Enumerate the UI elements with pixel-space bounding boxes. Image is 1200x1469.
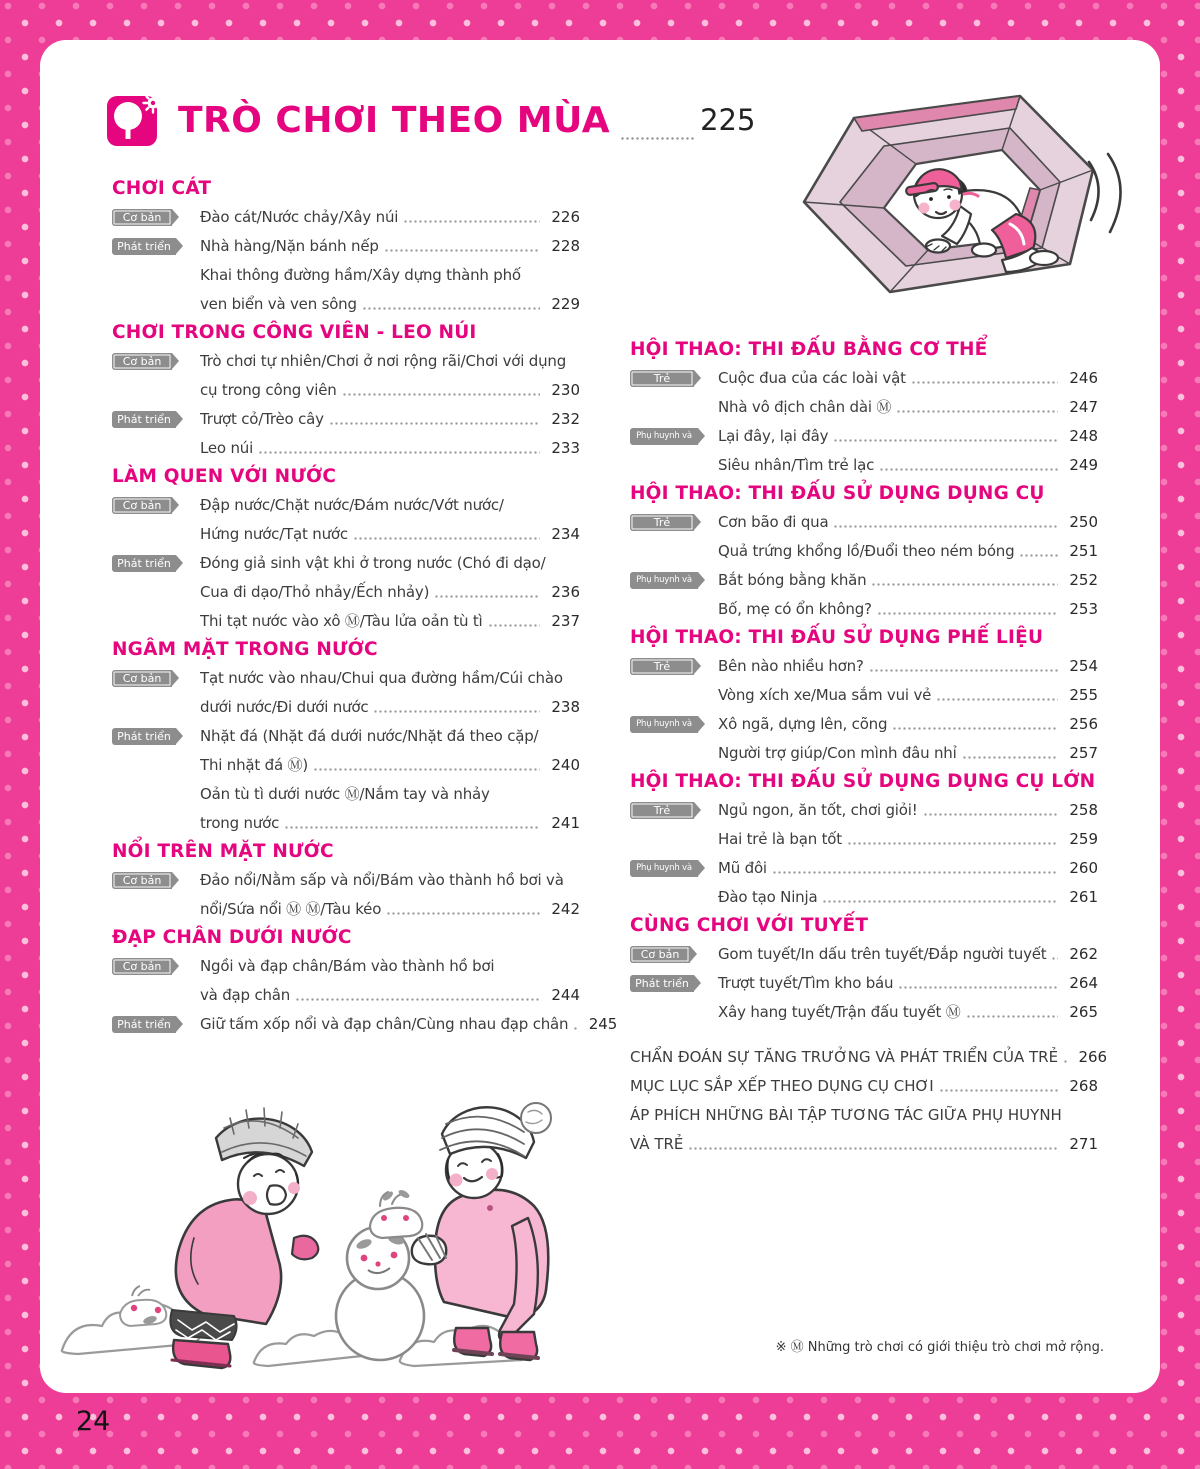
page-number: 24: [76, 1406, 111, 1437]
badge-tre: Trẻ: [630, 658, 694, 675]
toc-line: [112, 548, 580, 577]
badge-cell: [112, 209, 200, 231]
entry-title: Ngồi và đạp chân/Bám vào thành hồ bơi: [200, 957, 495, 975]
snow-rabbit: [370, 1188, 422, 1238]
entry-title: Tạt nước vào nhau/Chui qua đường hầm/Cúi chào: [200, 669, 563, 687]
entry-title: Lại đây, lại đây: [718, 427, 829, 445]
toc-line: [112, 404, 580, 433]
toc-line: [630, 738, 1098, 767]
entry-title: Xây hang tuyết/Trận đấu tuyết Ⓜ: [718, 1003, 961, 1021]
entry-title: Ngủ ngon, ăn tốt, chơi giỏi!: [718, 801, 918, 819]
toc-line: [112, 980, 580, 1009]
toc-line: [112, 260, 580, 289]
toc-line: [630, 1071, 1098, 1100]
entry-title: Đào tạo Ninja: [718, 888, 818, 906]
entry-title: Vòng xích xe/Mua sắm vui vẻ: [718, 686, 932, 704]
entry-title: Oản tù tì dưới nước Ⓜ/Nắm tay và nhảy: [200, 785, 490, 803]
badge-cell: [112, 353, 200, 375]
toc-line: [112, 346, 580, 375]
entry-page-number: 261: [1069, 888, 1098, 906]
entry-page-number: 251: [1069, 542, 1098, 560]
dotted-leader: [898, 986, 1058, 989]
section-heading: LÀM QUEN VỚI NƯỚC: [112, 466, 337, 487]
entry-page-number: 226: [551, 208, 580, 226]
entry-title: Khai thông đường hầm/Xây dựng thành phố: [200, 266, 521, 284]
section-heading: HỘI THAO: THI ĐẤU BẰNG CƠ THỂ: [630, 339, 988, 360]
entry-title: Đập nước/Chặt nước/Đám nước/Vớt nước/: [200, 496, 504, 514]
badge-tre: Trẻ: [630, 802, 694, 819]
entry-title: Cơn bão đi qua: [718, 513, 829, 531]
dotted-leader: [258, 451, 540, 454]
entry-page-number: 241: [551, 814, 580, 832]
entry-page-number: 256: [1069, 715, 1098, 733]
entry-title: Xô ngã, dựng lên, cõng: [718, 715, 888, 733]
entry-page-number: 230: [551, 381, 580, 399]
entry-page-number: 255: [1069, 686, 1098, 704]
badge-tre: Trẻ: [630, 370, 694, 387]
dotted-leader: [939, 1089, 1058, 1092]
dotted-leader: [386, 912, 540, 915]
entry-title: Leo núi: [200, 439, 254, 457]
toc-line: [630, 421, 1098, 458]
entry-title: Trượt cỏ/Trèo cây: [200, 410, 324, 428]
dotted-leader: [772, 871, 1058, 874]
toc-line: [630, 795, 1098, 824]
toc-line: [112, 1009, 618, 1038]
entry-page-number: 259: [1069, 830, 1098, 848]
toc-right-column: [630, 335, 1098, 1026]
entry-page-number: 250: [1069, 513, 1098, 531]
dotted-leader: [962, 756, 1058, 759]
toc-line: [630, 1042, 1108, 1071]
toc-line: [630, 853, 1098, 890]
toc-line: [112, 663, 580, 692]
chapter-page-number: 225: [700, 103, 756, 137]
dotted-leader: [879, 468, 1058, 471]
badge-phu-huynh: Phụ huynh và trẻ: [630, 572, 698, 589]
badge-cell: [630, 716, 718, 746]
entry-page-number: 236: [551, 583, 580, 601]
entry-title: Nhà vô địch chân dài Ⓜ: [718, 398, 892, 416]
badge-cell: [630, 946, 718, 968]
content-panel: [40, 40, 1160, 1393]
badge-co-ban: Cơ bản: [112, 353, 172, 370]
toc-line: [630, 392, 1098, 421]
illustration-snow-play: [58, 1078, 564, 1374]
badge-cell: [630, 514, 718, 536]
toc-line: [630, 651, 1098, 680]
dotted-leader: [620, 137, 694, 140]
dotted-leader: [833, 525, 1058, 528]
entry-title: Thi tạt nước vào xô Ⓜ/Tàu lửa oản tù tì: [200, 612, 483, 630]
badge-co-ban: Cơ bản: [112, 497, 172, 514]
dotted-leader: [892, 727, 1058, 730]
entry-title: Mũ đôi: [718, 859, 767, 877]
small-snow-critter: [120, 1286, 166, 1326]
badge-cell: [630, 860, 718, 890]
toc-line: [112, 692, 580, 721]
entry-page-number: 258: [1069, 801, 1098, 819]
tree-with-sun-icon: [106, 93, 162, 149]
dotted-leader: [911, 381, 1058, 384]
entry-title: Người trợ giúp/Con mình đâu nhỉ: [718, 744, 957, 762]
entry-page-number: 246: [1069, 369, 1098, 387]
toc-line: [630, 680, 1098, 709]
badge-phat-trien: Phát triển: [112, 411, 176, 428]
dotted-leader: [342, 393, 540, 396]
badge-phat-trien: Phát triển: [112, 238, 176, 255]
entry-title: Hứng nước/Tạt nước: [200, 525, 348, 543]
badge-cell: [112, 728, 200, 750]
toc-line: [112, 865, 580, 894]
toc-line: [112, 750, 580, 779]
entry-title: dưới nước/Đi dưới nước: [200, 698, 369, 716]
toc-line: [112, 721, 580, 750]
entry-title: Hai trẻ là bạn tốt: [718, 830, 842, 848]
entry-title: Đóng giả sinh vật khi ở trong nước (Chó đi dạo/: [200, 554, 546, 572]
motion-lines: [1089, 154, 1121, 232]
section-heading: CÙNG CHƠI VỚI TUYẾT: [630, 915, 869, 936]
sun-icon: [144, 94, 163, 113]
badge-cell: [630, 658, 718, 680]
badge-cell: [112, 872, 200, 894]
entry-title: Trò chơi tự nhiên/Chơi ở nơi rộng rãi/Chơi với dụng: [200, 352, 567, 370]
toc-line: [630, 507, 1098, 536]
entry-page-number: 237: [551, 612, 580, 630]
badge-phat-trien: Phát triển: [112, 728, 176, 745]
badge-co-ban: Cơ bản: [112, 670, 172, 687]
badge-cell: [112, 670, 200, 692]
dotted-leader: [822, 900, 1058, 903]
entry-title: Đảo nổi/Nằm sấp và nổi/Bám vào thành hồ bơi và: [200, 871, 564, 889]
illustration-tunnel-crawl: [788, 82, 1123, 314]
entry-title: Bố, mẹ có ổn không?: [718, 600, 872, 618]
dotted-leader: [284, 826, 540, 829]
badge-phu-huynh: Phụ huynh và trẻ: [630, 428, 698, 445]
entry-title: Nhà hàng/Nặn bánh nếp: [200, 237, 379, 255]
section-heading: CHƠI CÁT: [112, 178, 212, 199]
badge-phat-trien: Phát triển: [630, 975, 694, 992]
dotted-leader: [1019, 554, 1058, 557]
toc-line: [630, 1100, 1098, 1129]
badge-cell: [630, 428, 718, 458]
entry-page-number: 271: [1069, 1135, 1098, 1153]
dotted-leader: [877, 612, 1058, 615]
dotted-leader: [488, 624, 540, 627]
entry-title: Thi nhặt đá Ⓜ): [200, 756, 308, 774]
entry-page-number: 242: [551, 900, 580, 918]
badge-cell: [112, 1016, 200, 1038]
badge-co-ban: Cơ bản: [112, 209, 172, 226]
toc-line: [112, 231, 580, 260]
badge-co-ban: Cơ bản: [630, 946, 690, 963]
entry-page-number: 249: [1069, 456, 1098, 474]
toc-line: [112, 779, 580, 808]
entry-page-number: 265: [1069, 1003, 1098, 1021]
section-heading: NỔI TRÊN MẶT NƯỚC: [112, 841, 334, 862]
toc-line: [630, 565, 1098, 602]
section-heading: CHƠI TRONG CÔNG VIÊN - LEO NÚI: [112, 322, 477, 343]
toc-line: [630, 594, 1098, 623]
dotted-leader: [923, 813, 1058, 816]
toc-left-column: [112, 174, 618, 1038]
dotted-leader: [1051, 957, 1058, 960]
badge-tre: Trẻ: [630, 514, 694, 531]
footnote: ※ Ⓜ Những trò chơi có giới thiệu trò chơi mở rộng.: [775, 1340, 1104, 1355]
entry-page-number: 245: [588, 1015, 618, 1033]
entry-title: Cuộc đua của các loài vật: [718, 369, 906, 387]
entry-title: trong nước: [200, 814, 280, 832]
badge-cell: [112, 497, 200, 519]
toc-line: [630, 939, 1098, 968]
badge-cell: [112, 411, 200, 433]
entry-page-number: 228: [551, 237, 580, 255]
entry-title: cụ trong công viên: [200, 381, 337, 399]
toc-line: [112, 433, 580, 462]
entry-title: MỤC LỤC SẮP XẾP THEO DỤNG CỤ CHƠI: [630, 1077, 934, 1095]
left-child: [170, 1108, 318, 1368]
dotted-leader: [362, 307, 540, 310]
toc-line: [112, 808, 580, 837]
entry-title: Bắt bóng bằng khăn: [718, 571, 867, 589]
dotted-leader: [966, 1015, 1058, 1018]
entry-page-number: 260: [1069, 859, 1098, 877]
entry-title: ven biển và ven sông: [200, 295, 357, 313]
entry-title: VÀ TRẺ: [630, 1135, 684, 1153]
entry-page-number: 262: [1069, 945, 1098, 963]
dotted-leader: [384, 249, 540, 252]
entry-page-number: 234: [551, 525, 580, 543]
dotted-leader: [573, 1027, 577, 1030]
entry-page-number: 257: [1069, 744, 1098, 762]
dotted-leader: [353, 537, 540, 540]
entry-page-number: 254: [1069, 657, 1098, 675]
section-heading: NGÂM MẶT TRONG NƯỚC: [112, 639, 378, 660]
toc-line: [630, 536, 1098, 565]
toc-line: [112, 289, 580, 318]
badge-phat-trien: Phát triển: [112, 1016, 176, 1033]
toc-line: [112, 577, 580, 606]
dotted-leader: [869, 669, 1058, 672]
badge-phu-huynh: Phụ huynh và trẻ: [630, 860, 698, 877]
badge-cell: [112, 958, 200, 980]
badge-cell: [112, 555, 200, 577]
toc-line: [630, 882, 1098, 911]
entry-title: Nhặt đá (Nhặt đá dưới nước/Nhặt đá theo cặp/: [200, 727, 539, 745]
entry-page-number: 252: [1069, 571, 1098, 589]
badge-cell: [630, 975, 718, 997]
toc-line: [630, 363, 1098, 392]
entry-title: Trượt tuyết/Tìm kho báu: [718, 974, 894, 992]
toc-line: [630, 450, 1098, 479]
entry-page-number: 247: [1069, 398, 1098, 416]
badge-cell: [630, 572, 718, 602]
dotted-leader: [688, 1147, 1058, 1150]
toc-line: [112, 951, 580, 980]
section-heading: ĐẠP CHÂN DƯỚI NƯỚC: [112, 927, 352, 948]
dotted-leader: [329, 422, 540, 425]
entry-title: ÁP PHÍCH NHỮNG BÀI TẬP TƯƠNG TÁC GIỮA PHỤ HUYNH: [630, 1106, 1062, 1124]
badge-cell: [112, 238, 200, 260]
toc-line: [112, 894, 580, 923]
entry-title: và đạp chân: [200, 986, 291, 1004]
entry-page-number: 233: [551, 439, 580, 457]
dotted-leader: [1063, 1060, 1067, 1063]
toc-line: [630, 709, 1098, 746]
entry-page-number: 244: [551, 986, 580, 1004]
dotted-leader: [403, 220, 540, 223]
toc-line: [112, 519, 580, 548]
toc-backmatter: [630, 1042, 1108, 1158]
entry-page-number: 248: [1069, 427, 1098, 445]
toc-line: [630, 997, 1098, 1026]
badge-co-ban: Cơ bản: [112, 872, 172, 889]
badge-phu-huynh: Phụ huynh và trẻ: [630, 716, 698, 733]
toc-line: [630, 1129, 1098, 1158]
toc-line: [112, 490, 580, 519]
dotted-leader: [373, 710, 540, 713]
toc-line: [630, 968, 1098, 997]
entry-page-number: 240: [551, 756, 580, 774]
badge-cell: [630, 802, 718, 824]
section-heading: HỘI THAO: THI ĐẤU SỬ DỤNG DỤNG CỤ LỚN: [630, 771, 1096, 792]
snowman: [336, 1227, 424, 1360]
dotted-leader: [295, 998, 540, 1001]
toc-line: [112, 202, 580, 231]
section-heading: HỘI THAO: THI ĐẤU SỬ DỤNG DỤNG CỤ: [630, 483, 1045, 504]
entry-title: Quả trứng khổng lồ/Đuổi theo ném bóng: [718, 542, 1015, 560]
entry-title: Đào cát/Nước chảy/Xây núi: [200, 208, 399, 226]
entry-page-number: 238: [551, 698, 580, 716]
toc-line: [112, 375, 580, 404]
entry-title: Cua đi dạo/Thỏ nhảy/Ếch nhảy): [200, 583, 430, 601]
entry-title: Gom tuyết/In dấu trên tuyết/Đắp người tuyết: [718, 945, 1047, 963]
toc-line: [112, 606, 580, 635]
entry-page-number: 266: [1078, 1048, 1108, 1066]
entry-page-number: 268: [1069, 1077, 1098, 1095]
entry-title: Siêu nhân/Tìm trẻ lạc: [718, 456, 875, 474]
dotted-leader: [434, 595, 540, 598]
section-heading: HỘI THAO: THI ĐẤU SỬ DỤNG PHẾ LIỆU: [630, 627, 1044, 648]
toc-line: [630, 824, 1098, 853]
entry-title: Bên nào nhiều hơn?: [718, 657, 864, 675]
entry-title: nổi/Sứa nổi Ⓜ Ⓜ/Tàu kéo: [200, 900, 382, 918]
badge-phat-trien: Phát triển: [112, 555, 176, 572]
chapter-title: TRÒ CHƠI THEO MÙA: [178, 100, 611, 141]
entry-page-number: 232: [551, 410, 580, 428]
chapter-header: [106, 92, 755, 150]
entry-title: Giữ tấm xốp nổi và đạp chân/Cùng nhau đạp chân: [200, 1015, 569, 1033]
dotted-leader: [936, 698, 1058, 701]
entry-page-number: 264: [1069, 974, 1098, 992]
entry-page-number: 253: [1069, 600, 1098, 618]
entry-title: CHẨN ĐOÁN SỰ TĂNG TRƯỞNG VÀ PHÁT TRIỂN CỦA TRẺ: [630, 1048, 1059, 1066]
dotted-leader: [847, 842, 1058, 845]
entry-page-number: 229: [551, 295, 580, 313]
badge-cell: [630, 370, 718, 392]
dotted-leader: [896, 410, 1058, 413]
dotted-leader: [313, 768, 540, 771]
dotted-leader: [833, 439, 1058, 442]
badge-co-ban: Cơ bản: [112, 958, 172, 975]
dotted-leader: [871, 583, 1058, 586]
